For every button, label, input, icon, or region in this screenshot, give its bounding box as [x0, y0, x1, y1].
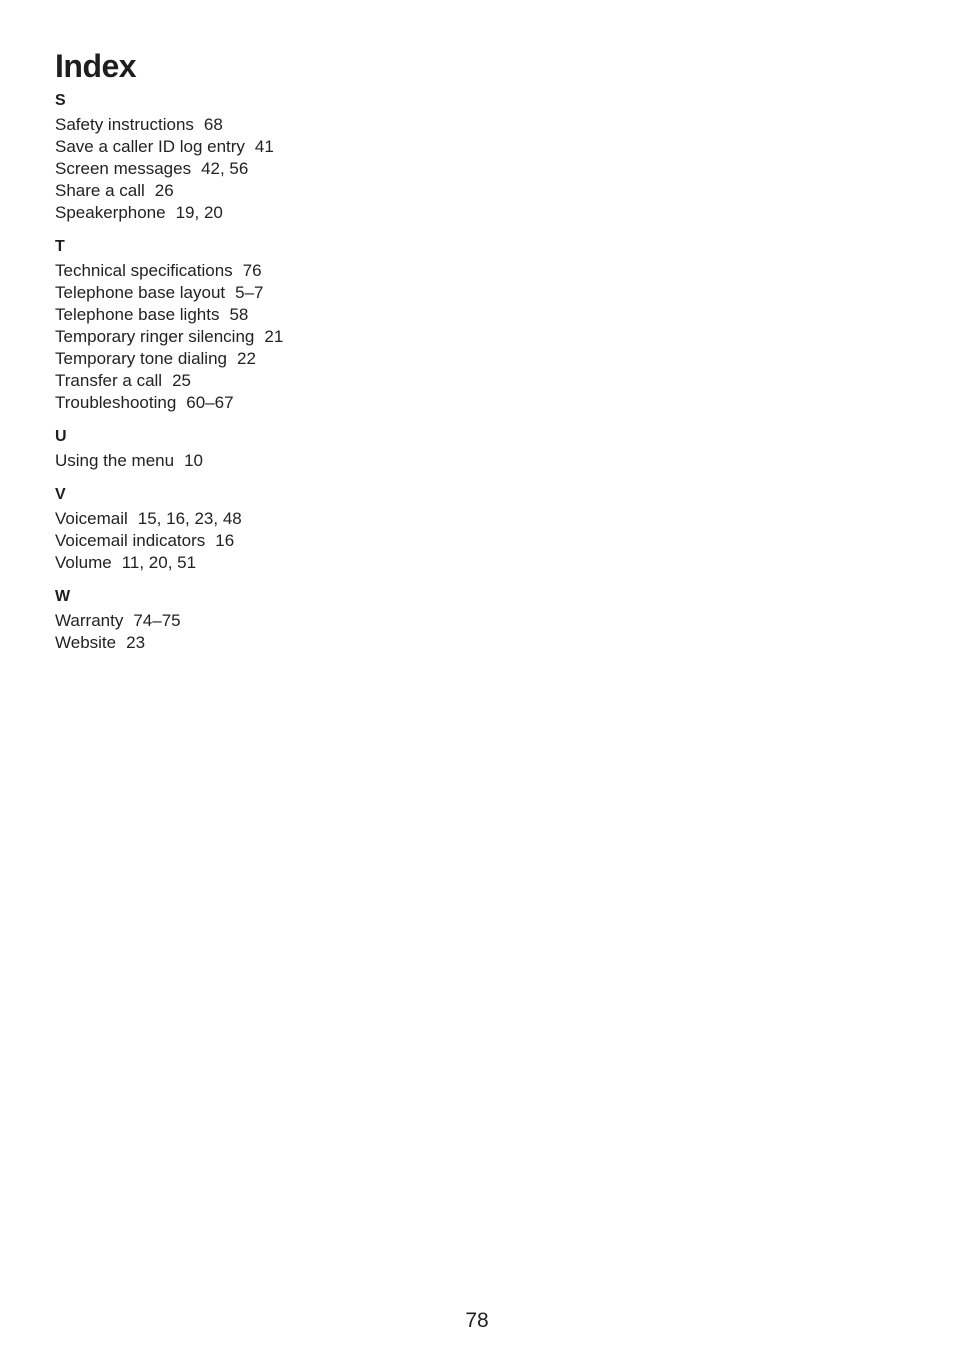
- entry-pages: 68: [203, 115, 223, 134]
- index-section-w: [55, 586, 475, 654]
- entry-term: Troubleshooting: [55, 393, 177, 412]
- section-letter: V: [55, 486, 66, 503]
- index-entry: [55, 632, 475, 654]
- index-entry: [55, 370, 475, 392]
- entry-pages: 60–67: [186, 393, 234, 412]
- entry-term: Screen messages: [55, 159, 192, 178]
- entry-term: Voicemail indicators: [55, 531, 206, 550]
- entry-term: Volume: [55, 553, 112, 572]
- entry-pages: 74–75: [133, 611, 181, 630]
- page-number: 78: [465, 1309, 489, 1332]
- entry-term: Temporary tone dialing: [55, 349, 227, 368]
- index-entry: [55, 180, 475, 202]
- entry-term: Telephone base layout: [55, 283, 226, 302]
- index-entry: [55, 450, 475, 472]
- entry-pages: 76: [242, 261, 262, 280]
- entry-pages: 5–7: [235, 283, 264, 302]
- index-entry: [55, 260, 475, 282]
- index-entry: [55, 202, 475, 224]
- index-list: [55, 90, 475, 666]
- index-entry: [55, 282, 475, 304]
- section-letter: S: [55, 92, 66, 109]
- entry-term: Temporary ringer silencing: [55, 327, 255, 346]
- index-section-t: [55, 236, 475, 414]
- index-entry: [55, 392, 475, 414]
- entry-term: Technical specifications: [55, 261, 233, 280]
- entry-term: Voicemail: [55, 509, 128, 528]
- entry-pages: 58: [229, 305, 249, 324]
- entry-pages: 25: [172, 371, 191, 390]
- entry-term: Share a call: [55, 181, 145, 200]
- entry-pages: 19, 20: [175, 203, 223, 222]
- entry-pages: 42, 56: [201, 159, 249, 178]
- entry-term: Telephone base lights: [55, 305, 220, 324]
- index-section-u: [55, 426, 475, 472]
- index-entry: [55, 610, 475, 632]
- entry-term: Transfer a call: [55, 371, 163, 390]
- entry-pages: 15, 16, 23, 48: [137, 509, 242, 528]
- index-entry: [55, 348, 475, 370]
- index-entry: [55, 326, 475, 348]
- entry-pages: 16: [215, 531, 235, 550]
- index-section-v: [55, 484, 475, 574]
- entry-term: Warranty: [55, 611, 124, 630]
- entry-pages: 11, 20, 51: [121, 553, 197, 572]
- index-entry: [55, 158, 475, 180]
- index-entry: [55, 304, 475, 326]
- entry-pages: 10: [184, 451, 203, 470]
- entry-pages: 21: [264, 327, 284, 346]
- entry-term: Speakerphone: [55, 203, 166, 222]
- index-entry: [55, 552, 475, 574]
- index-entry: [55, 530, 475, 552]
- section-letter: W: [55, 588, 71, 605]
- index-entry: [55, 136, 475, 158]
- entry-pages: 23: [126, 633, 146, 652]
- section-letter: U: [55, 428, 67, 445]
- entry-pages: 26: [154, 181, 174, 200]
- section-letter: T: [55, 238, 65, 255]
- entry-term: Website: [55, 633, 117, 652]
- index-entry: [55, 508, 475, 530]
- page-title: Index: [55, 48, 137, 84]
- entry-pages: 22: [236, 349, 256, 368]
- entry-term: Using the menu: [55, 451, 175, 470]
- index-section-s: [55, 90, 475, 224]
- entry-term: Safety instructions: [55, 115, 194, 134]
- index-entry: [55, 114, 475, 136]
- entry-pages: 41: [254, 137, 274, 156]
- entry-term: Save a caller ID log entry: [55, 137, 245, 156]
